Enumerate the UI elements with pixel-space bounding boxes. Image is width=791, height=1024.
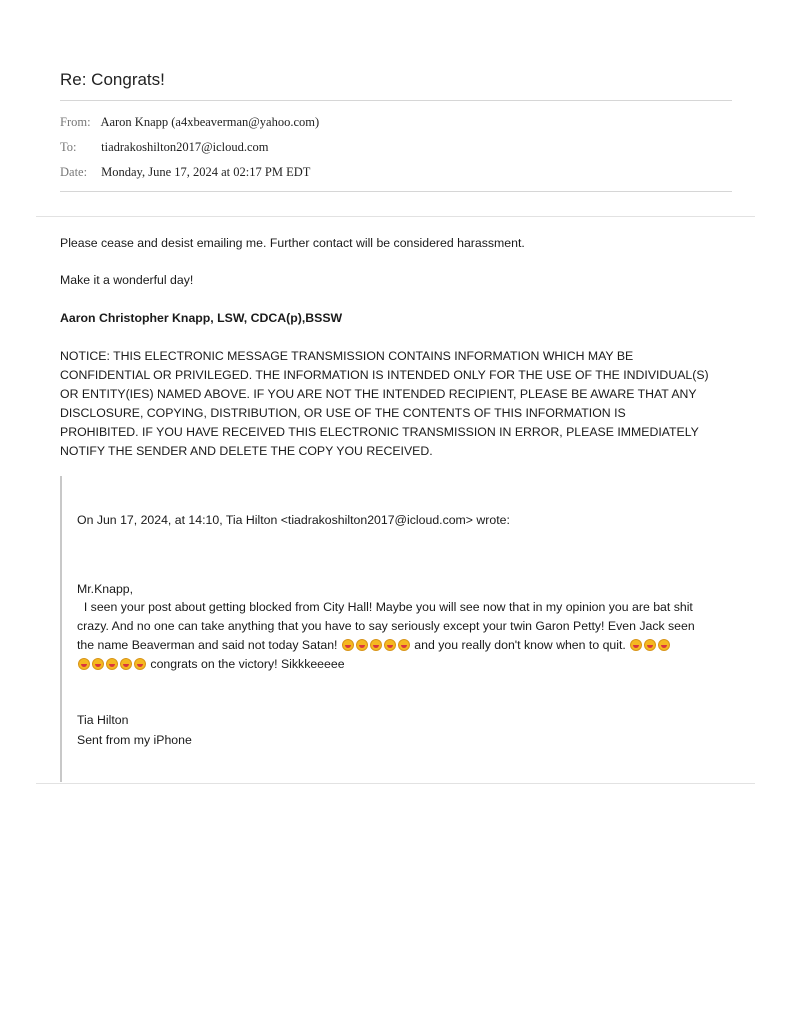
date-value: Monday, June 17, 2024 at 02:17 PM EDT: [101, 165, 311, 179]
notice-line: DISCLOSURE, COPYING, DISTRIBUTION, OR USE OF THE CONTENTS OF THIS INFORMATION IS: [60, 406, 626, 420]
from-row: [60, 115, 319, 130]
to-label: To:: [60, 140, 77, 154]
notice-line: NOTIFY THE SENDER AND DELETE THE COPY YOU RECEIVED.: [60, 444, 433, 458]
quoted-sender-name: Tia Hilton: [77, 713, 129, 727]
message-line-1: Please cease and desist emailing me. Further contact will be considered harassment.: [60, 236, 525, 250]
laughing-emoji-icon: [78, 658, 90, 670]
to-value[interactable]: tiadrakoshilton2017@icloud.com: [101, 140, 269, 154]
laughing-emoji-icon: [342, 639, 354, 651]
quoted-line: [77, 655, 727, 674]
quoted-line: crazy. And no one can take anything that you have to say seriously except your twin Garon Petty! Even Jack seen: [77, 619, 695, 633]
quoted-line: [77, 636, 727, 655]
message-line-2: Make it a wonderful day!: [60, 273, 194, 287]
laughing-emoji-icon: [384, 639, 396, 651]
notice-line: PROHIBITED. IF YOU HAVE RECEIVED THIS ELECTRONIC TRANSMISSION IN ERROR, PLEASE IMMEDIATELY: [60, 425, 699, 439]
header-divider: [60, 100, 732, 101]
from-label: From:: [60, 115, 91, 129]
quoted-header: On Jun 17, 2024, at 14:10, Tia Hilton <tiadrakoshilton2017@icloud.com> wrote:: [77, 513, 510, 527]
email-subject: Re: Congrats!: [60, 70, 165, 89]
quoted-line: I seen your post about getting blocked from City Hall! Maybe you will see now that in my opinion you are bat shit: [77, 600, 693, 614]
quoted-line-text: congrats on the victory! Sikkkeeeee: [147, 657, 345, 671]
laughing-emoji-icon: [644, 639, 656, 651]
legal-notice: [60, 347, 732, 461]
quoted-sent-from: Sent from my iPhone: [77, 733, 192, 747]
quoted-line-text: the name Beaverman and said not today Satan!: [77, 638, 341, 652]
notice-line: NOTICE: THIS ELECTRONIC MESSAGE TRANSMISSION CONTAINS INFORMATION WHICH MAY BE: [60, 349, 634, 363]
date-row: [60, 165, 310, 180]
quoted-greeting: Mr.Knapp,: [77, 582, 134, 596]
date-label: Date:: [60, 165, 88, 179]
footer-divider: [36, 783, 755, 784]
laughing-emoji-icon: [106, 658, 118, 670]
laughing-emoji-icon: [658, 639, 670, 651]
laughing-emoji-icon: [120, 658, 132, 670]
laughing-emoji-icon: [398, 639, 410, 651]
notice-line: OR ENTITY(IES) NAMED ABOVE. IF YOU ARE NOT THE INTENDED RECIPIENT, PLEASE BE AWARE THAT ANY: [60, 387, 697, 401]
from-value[interactable]: Aaron Knapp (a4xbeaverman@yahoo.com): [100, 115, 320, 129]
laughing-emoji-icon: [630, 639, 642, 651]
body-divider: [36, 216, 755, 217]
laughing-emoji-icon: [92, 658, 104, 670]
quote-bar: [60, 476, 62, 782]
signature: Aaron Christopher Knapp, LSW, CDCA(p),BSSW: [60, 311, 343, 325]
quoted-line-text: and you really don't know when to quit.: [410, 638, 630, 652]
laughing-emoji-icon: [134, 658, 146, 670]
quoted-paragraph: [77, 598, 727, 674]
laughing-emoji-icon: [356, 639, 368, 651]
meta-divider: [60, 191, 732, 192]
laughing-emoji-icon: [370, 639, 382, 651]
to-row: [60, 140, 269, 155]
notice-line: CONFIDENTIAL OR PRIVILEGED. THE INFORMATION IS INTENDED ONLY FOR THE USE OF THE INDIVIDUAL(S): [60, 368, 709, 382]
